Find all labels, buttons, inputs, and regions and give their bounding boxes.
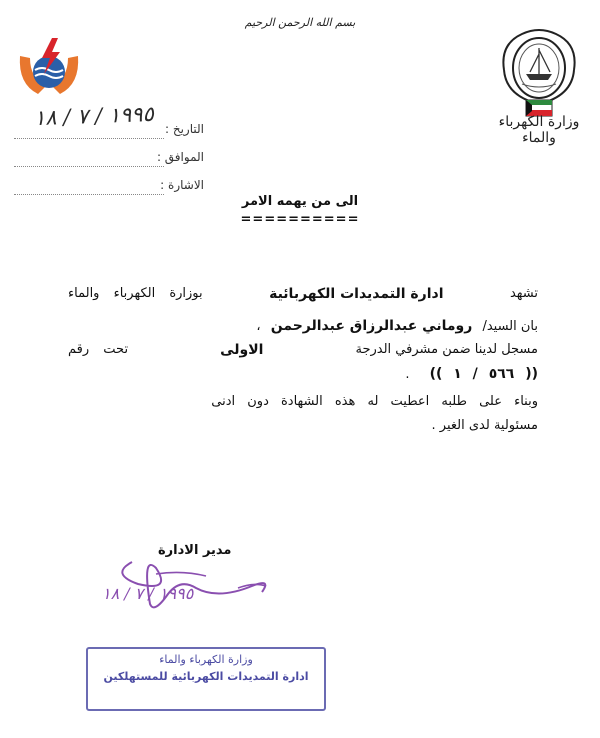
line2-tail: ، <box>256 319 261 334</box>
grade-value: الاولى <box>220 342 264 358</box>
letter-title-underline: ========== <box>240 212 360 227</box>
kuwait-emblem-icon <box>496 24 582 120</box>
reference-label: الاشارة : <box>160 178 204 192</box>
line3-lead: مسجل لدينا ضمن مشرفي الدرجة <box>355 342 538 357</box>
department-stamp <box>86 647 326 711</box>
line3-tail: تحت رقم <box>68 342 129 357</box>
body-line-3 <box>68 342 538 358</box>
hands-water-lightning-logo-icon <box>16 34 82 104</box>
date-label: التاريخ : <box>164 122 204 136</box>
registration-number: (( ٥٦٦ / ١ )) <box>429 366 538 382</box>
body-line-2 <box>68 318 538 334</box>
line1-lead: تشهد <box>509 286 538 301</box>
reference-dotted-line <box>14 180 164 195</box>
basmala: بسم الله الرحمن الرحيم <box>244 16 356 29</box>
body-line-5: وبناء على طلبه اعطيت له هذه الشهادة دون ادنى <box>211 394 538 409</box>
signature-title: مدير الادارة <box>158 543 232 558</box>
body-line-6: مسئولية لدى الغير . <box>431 418 538 433</box>
corresponding-dotted-line <box>14 152 164 167</box>
signature-date: ١٩٩٥ / ٧ / ١٨ <box>102 584 194 603</box>
line1-tail: بوزارة الكهرباء والماء <box>68 286 203 301</box>
stamp-line-1: وزارة الكهرباء والماء <box>159 653 253 666</box>
person-name: روماني عبدالرزاق عبدالرحمن <box>270 318 473 334</box>
date-handwritten-value: ١٩٩٥ / ٧ / ١٨ <box>33 101 155 131</box>
department-name: ادارة التمديدات الكهربائية <box>269 286 444 302</box>
corresponding-label: الموافق : <box>156 150 204 164</box>
line2-lead: بان السيد/ <box>482 319 538 334</box>
ministry-name: وزارة الكهرباء والماء <box>498 114 580 146</box>
letter-title: الى من يهمه الامر <box>241 194 359 209</box>
stamp-line-2: ادارة التمديدات الكهربائية للمستهلكين <box>103 670 309 683</box>
line4-tail: . <box>405 367 410 382</box>
body-line-1 <box>68 286 538 302</box>
date-dotted-line <box>14 124 164 139</box>
body-line-4 <box>68 366 538 382</box>
